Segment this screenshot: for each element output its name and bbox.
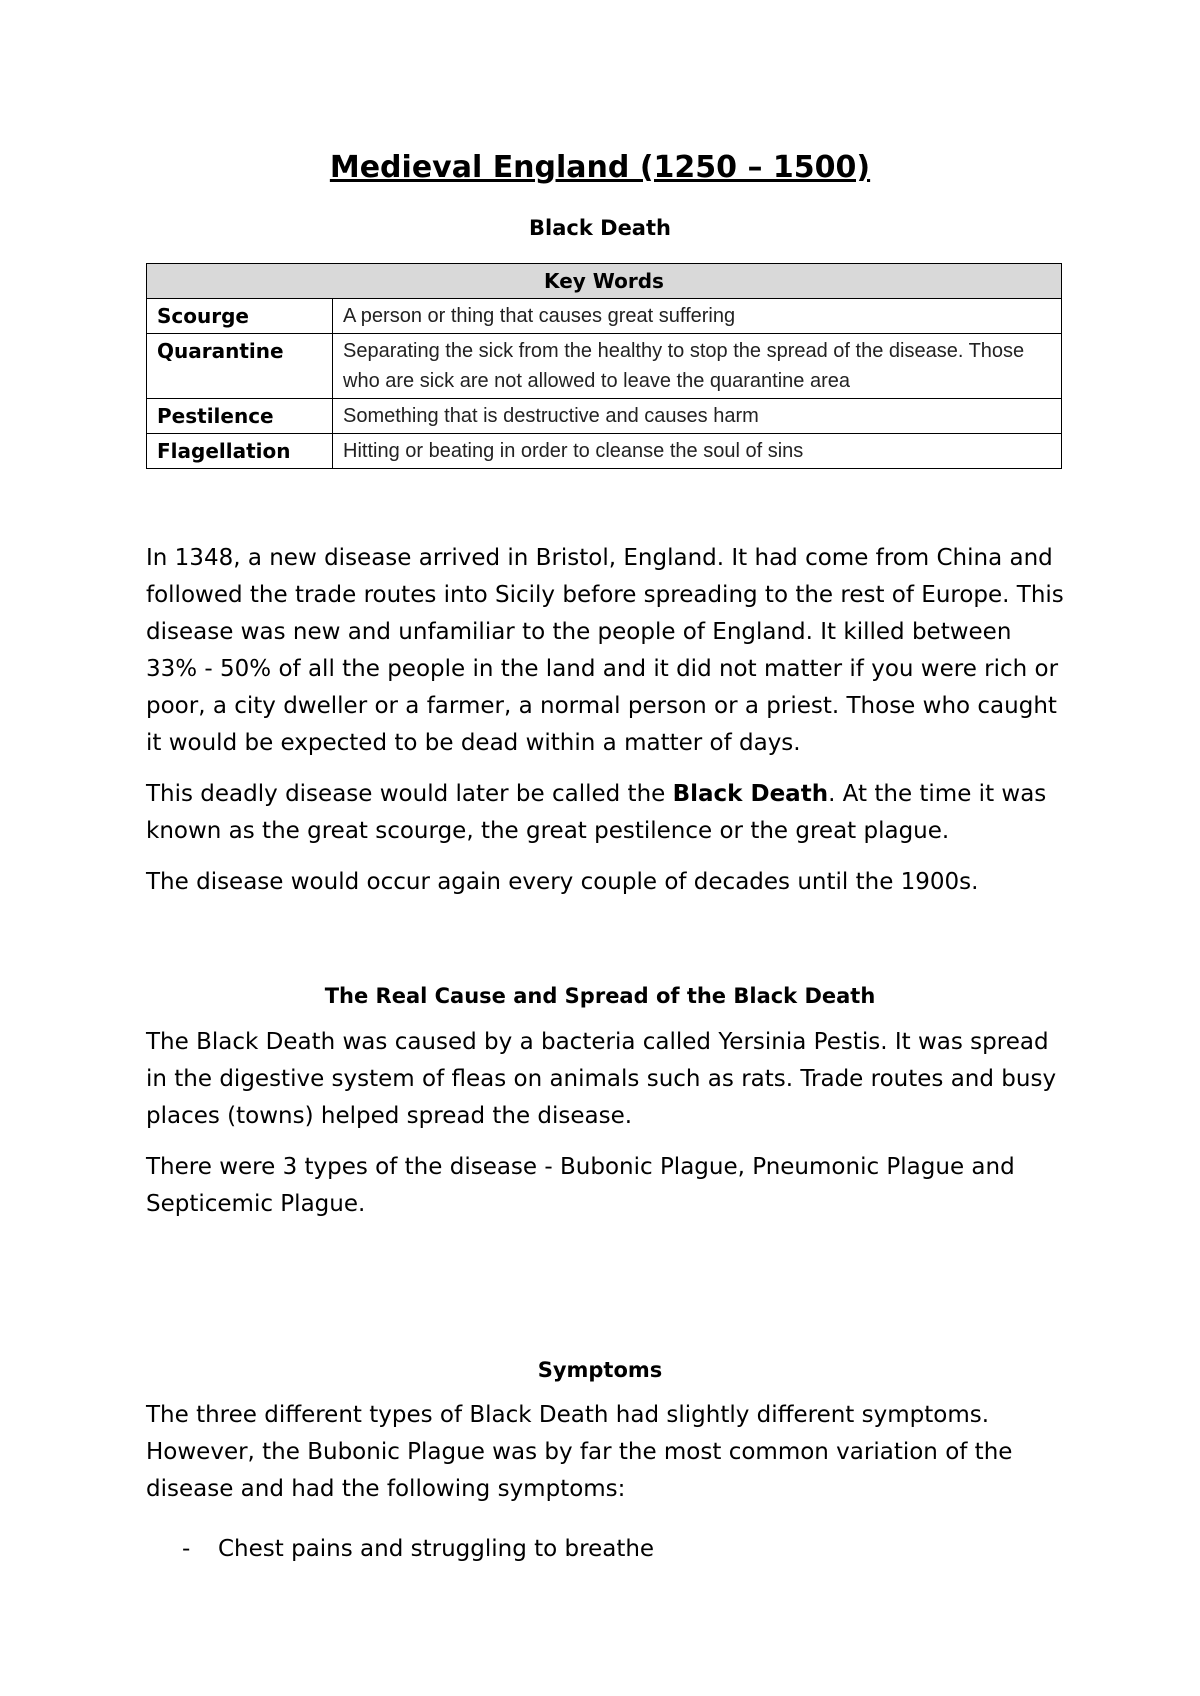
definition-cell: A person or thing that causes great suffering: [333, 299, 1062, 334]
black-death-term: Black Death: [672, 781, 829, 807]
term-cell: Quarantine: [147, 334, 333, 399]
table-row: [147, 299, 1062, 334]
bullet-text: Chest pains and struggling to breathe: [218, 1536, 655, 1562]
table-row: [147, 399, 1062, 434]
cause-section: [146, 1024, 1066, 1237]
list-item: [182, 1531, 654, 1568]
cause-paragraph-2: There were 3 types of the disease - Bubonic Plague, Pneumonic Plague and Septicemic Plague.: [146, 1154, 1015, 1217]
term-cell: Scourge: [147, 299, 333, 334]
cause-heading: The Real Cause and Spread of the Black Death: [324, 984, 876, 1008]
table-row: [147, 334, 1062, 399]
definition-cell: Something that is destructive and causes harm: [333, 399, 1062, 434]
definition-cell: Hitting or beating in order to cleanse the soul of sins: [333, 434, 1062, 469]
intro-paragraph-3: The disease would occur again every couple of decades until the 1900s.: [146, 869, 979, 895]
intro-paragraph-2: [146, 776, 1066, 850]
table-row: [147, 434, 1062, 469]
key-words-header: Key Words: [147, 264, 1062, 299]
term-cell: Flagellation: [147, 434, 333, 469]
key-words-table: [146, 263, 1062, 469]
cause-paragraph-1: The Black Death was caused by a bacteria called Yersinia Pestis. It was spread in the digestive system of fleas on animals such as rats. Trade routes and busy places (towns) helped spread the disease.: [146, 1029, 1057, 1129]
term-cell: Pestilence: [147, 399, 333, 434]
table-header-row: [147, 264, 1062, 299]
intro-paragraph-1: In 1348, a new disease arrived in Bristol, England. It had come from China and followed the trade routes into Sicily before spreading to the rest of Europe. This disease was new and unfamiliar to the people of England. It killed between 33% - 50% of all the people in the land and it did not matter if you were rich or poor, a city dweller or a farmer, a normal person or a priest. Those who caught it would be expected to be dead within a matter of days.: [146, 545, 1064, 756]
symptoms-section: [146, 1397, 1066, 1522]
intro-section: [146, 540, 1066, 915]
bullet-dash: -: [182, 1536, 191, 1562]
page-title: Medieval England (1250 – 1500): [329, 150, 871, 185]
symptoms-heading: Symptoms: [537, 1358, 663, 1382]
symptoms-paragraph: The three different types of Black Death had slightly different symptoms. However, the Bubonic Plague was by far the most common variation of the disease and had the following symptoms:: [146, 1402, 1013, 1502]
definition-cell: Separating the sick from the healthy to stop the spread of the disease. Those who are sick are not allowed to leave the quarantine area: [333, 334, 1062, 399]
intro-p2-text: This deadly disease would later be called the: [146, 781, 673, 807]
page-subtitle: Black Death: [529, 216, 671, 240]
intro-p2-text-after: . At the time it was known as the great scourge, the great pestilence or the great plague.: [146, 781, 1047, 844]
